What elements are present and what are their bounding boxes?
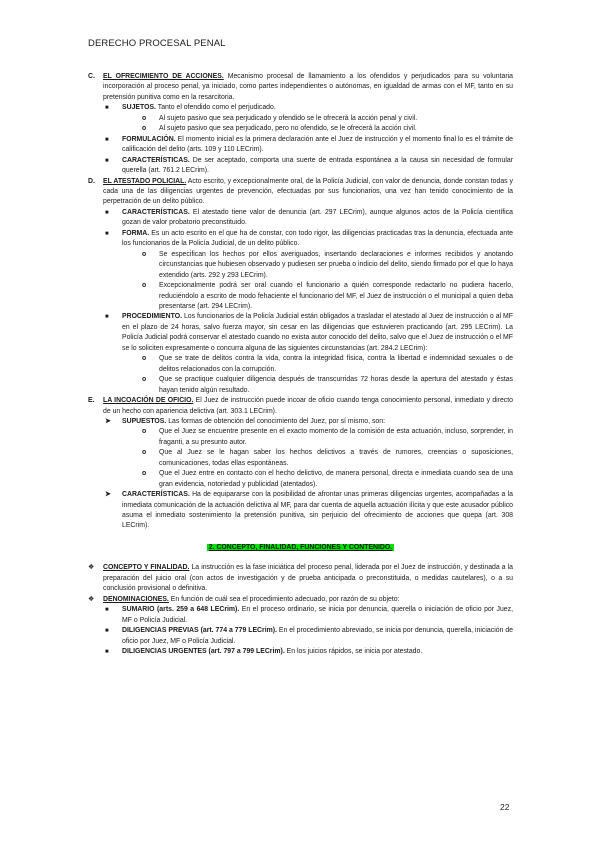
list-item [88, 605, 513, 626]
concept-paragraph [88, 563, 513, 594]
list-item [88, 281, 513, 312]
list-item [88, 124, 513, 134]
section-marker: C. [88, 73, 95, 80]
square-bullet-icon: ■ [105, 157, 109, 164]
circle-bullet-icon: o [142, 449, 147, 457]
square-bullet-icon: ■ [105, 105, 109, 112]
section-text: Mecanismo procesal de llamamiento a los ofendidos y perjudicados para su voluntaria incorporación al proceso penal, ya iniciado, como partes independientes o autónomas, en igualdad de armas con el MF, tanto en su pretensión punitiva como en la resarcitoria. [103, 73, 513, 101]
list-item [88, 417, 513, 427]
item-text: Que el Juez entre en contacto con el hecho delictivo, de manera personal, directa e inmediata cuando sea de una gran evidencia, notoriedad y publicidad (atentados). [159, 470, 513, 488]
item-text: Al sujeto pasivo que sea perjudicado y ofendido se le ofrecerá la acción penal y civil. [159, 114, 418, 122]
item-text: El momento inicial es la primera declaración ante el Juez de instrucción y el momento final lo es el trámite de calificación del delito (arts. 109 y 110 LECrim). [122, 135, 513, 154]
section-marker: D. [88, 177, 95, 185]
arrow-bullet-icon: ➤ [105, 417, 111, 425]
item-text: Que se practique cualquier diligencia después de transcurridas 72 horas desde la apertura del atestado y éstas hayan tenido algún resultado. [159, 376, 513, 394]
item-label: CARACTERÍSTICAS. [122, 156, 190, 164]
section-title: EL ATESTADO POLICIAL. [103, 177, 187, 185]
diamond-bullet-icon: ❖ [88, 564, 95, 572]
list-item [88, 448, 513, 469]
section-text: El Juez de instrucción puede incoar de oficio cuando tenga conocimiento personal, inmediato y directo de un hecho con apariencia delictiva (art. 303.1 LECrim). [103, 397, 513, 415]
item-text: Es un acto escrito en el que ha de constar, con todo rigor, las diligencias practicadas tras la denuncia, efectuada ante los funcionarios de la Policía Judicial, de un delito público. [122, 229, 513, 248]
item-label: SUJETOS. [122, 104, 156, 112]
list-item [88, 647, 513, 657]
item-text: De ser aceptado, comporta una suerte de entrada espontánea a la causa sin necesidad de formular querella (art. 761.2 LECrim). [122, 156, 513, 175]
list-item [88, 312, 513, 354]
circle-bullet-icon: o [142, 114, 147, 122]
circle-bullet-icon: o [142, 376, 147, 384]
item-label: FORMULACIÓN. [122, 135, 176, 143]
square-bullet-icon: ■ [105, 230, 109, 237]
arrow-bullet-icon: ➤ [105, 491, 111, 499]
list-item [88, 469, 513, 490]
circle-bullet-icon: o [142, 250, 147, 258]
denominaciones-paragraph [88, 595, 513, 605]
circle-bullet-icon: o [142, 428, 147, 436]
square-bullet-icon: ■ [105, 314, 109, 321]
circle-bullet-icon: o [142, 470, 147, 478]
item-label: DENOMINACIONES. [103, 595, 169, 603]
item-text: Excepcionalmente podrá ser oral cuando el funcionario a quién corresponde redactarlo no pudiera hacerlo, reduciéndolo a escrito de modo fehaciente el funcionario del MF, el Juez de instrucción o el municipal a quien deba presentarse (art. 294 LECrim). [159, 282, 513, 310]
list-item [88, 208, 513, 229]
list-item [88, 490, 513, 532]
list-item [88, 626, 513, 647]
item-label: PROCEDIMIENTO. [122, 313, 182, 321]
item-text: Las formas de obtención del conocimiento del Juez, por sí mismo, son: [166, 417, 385, 425]
item-text: En los juicios rápidos, se inicia por atestado. [284, 648, 423, 656]
list-item [88, 103, 513, 113]
section-e [88, 396, 513, 417]
square-bullet-icon: ■ [105, 136, 109, 143]
item-label: SUMARIO (arts. 259 a 648 LECrim). [122, 606, 240, 614]
circle-bullet-icon: o [142, 282, 147, 290]
item-text: En el procedimiento abreviado, se inicia por denuncia, querella, iniciación de oficio por Juez, MF o Policía Judicial. [122, 627, 514, 645]
item-text: Al sujeto pasivo que sea perjudicado, pero no ofendido, se le ofrecerá la acción civil. [159, 125, 417, 133]
item-text: Que al Juez se le hagan saber los hechos delictivos a través de rumores, creencias o suposiciones, comunicaciones, todas ellas espontáneas. [159, 449, 513, 467]
list-item [88, 156, 513, 177]
item-text: Los funcionarios de la Policía Judicial están obligados a trasladar el atestado al Juez de instrucción o al MF en el plazo de 24 horas, salvo fuerza mayor, sin cesar en las diligencias que estuvieren practicando (art. 295 LECrim). La Policía Judicial podrá conservar el atestado cuando no exista autor conocido del delito, salvo que el Juez de instrucción o el MF se lo soliciten expresamente o concurra alguna de las siguientes circunstancias (art. 284.2 LECrim): [122, 313, 513, 352]
diamond-bullet-icon: ❖ [88, 595, 95, 603]
item-label: FORMA. [122, 229, 150, 237]
list-item [88, 375, 513, 396]
item-label: CARACTERÍSTICAS. [122, 208, 190, 216]
circle-bullet-icon: o [142, 125, 147, 133]
item-label: DILIGENCIAS PREVIAS (art. 774 a 779 LECrim). [122, 627, 277, 635]
list-item [88, 354, 513, 375]
list-item [88, 427, 513, 448]
square-bullet-icon: ■ [105, 209, 109, 216]
square-bullet-icon: ■ [105, 628, 109, 635]
square-bullet-icon: ■ [105, 607, 109, 614]
item-label: CARACTERÍSTICAS. [122, 491, 190, 499]
item-text: El atestado tiene valor de denuncia (art. 297 LECrim), aunque algunos actos de la Policía científica gozan de valor probatorio preconstituido. [122, 208, 513, 227]
circle-bullet-icon: o [142, 355, 147, 363]
item-text: Se especifican los hechos por ellos averiguados, insertando declaraciones e informes recibidos y anotando circunstancias que hubiesen observado y pudiesen ser prueba o indicio del delito, siendo firmado por el que lo haya extendido (arts. 292 y 293 LECrim). [159, 250, 513, 279]
item-label: DILIGENCIAS URGENTES (art. 797 a 799 LECrim). [122, 648, 285, 656]
item-text: La instrucción es la fase iniciática del proceso penal, liderada por el Juez de instrucción, y destinada a la preparación del juicio oral (con actos de investigación y de prueba anticipada o preconstituida, o medidas cautelares), o a su conclusión provisional o definitiva. [103, 564, 513, 593]
item-text: Que el Juez se encuentre presente en el exacto momento de la comisión de esta actuación, incluso, sorprender, in fraganti, a su presunto autor. [159, 428, 513, 446]
list-item [88, 135, 513, 156]
page-number: 22 [500, 802, 510, 812]
list-item [88, 250, 513, 281]
item-text: Tanto el ofendido como el perjudicado. [155, 104, 276, 112]
list-item [88, 229, 513, 250]
item-label: SUPUESTOS. [122, 417, 167, 425]
section-c [88, 72, 513, 103]
section-title: EL OFRECIMIENTO DE ACCIONES. [103, 73, 224, 80]
page-header: DERECHO PROCESAL PENAL [88, 38, 226, 49]
item-label: CONCEPTO Y FINALIDAD. [103, 564, 190, 572]
document-body [88, 72, 513, 657]
list-item [88, 114, 513, 124]
item-text: En el proceso ordinario, se inicia por denuncia, querella o iniciación de oficio por Juez, MF o Policía Judicial. [122, 606, 513, 624]
section-heading [88, 543, 513, 553]
section-title: LA INCOACIÓN DE OFICIO. [103, 397, 194, 405]
section-d [88, 177, 513, 208]
square-bullet-icon: ■ [105, 649, 109, 656]
section-text: Acto escrito, y excepcionalmente oral, de la Policía Judicial, con valor de denuncia, donde constan todas y cada una de las diligencias urgentes de prevención, efectuadas por sus funcionarios, una vez han tenido conocimiento de la perpetración de un delito público. [103, 177, 513, 206]
item-text: Ha de equipararse con la posibilidad de afrontar unas primeras diligencias urgentes, acompañadas a la inmediata comunicación de la actuación delictiva al MF, para dar cuenta de aquella actuación ilícita y que este acusador público asuma el inmediato sostenimiento la pretensión punitiva, sin perjuicio del ofrecimiento de acciones que quepa (art. 308 LECrim). [122, 491, 513, 530]
section-marker: E. [88, 397, 95, 405]
item-text: En función de cuál sea el procedimiento adecuado, por razón de su objeto: [168, 595, 400, 603]
highlighted-heading: 2. CONCEPTO, FINALIDAD, FUNCIONES Y CONTENIDO. [208, 543, 393, 551]
item-text: Que se trate de delitos contra la vida, contra la integridad física, contra la libertad e indemnidad sexuales o de delitos relacionados con la corrupción. [159, 355, 513, 373]
